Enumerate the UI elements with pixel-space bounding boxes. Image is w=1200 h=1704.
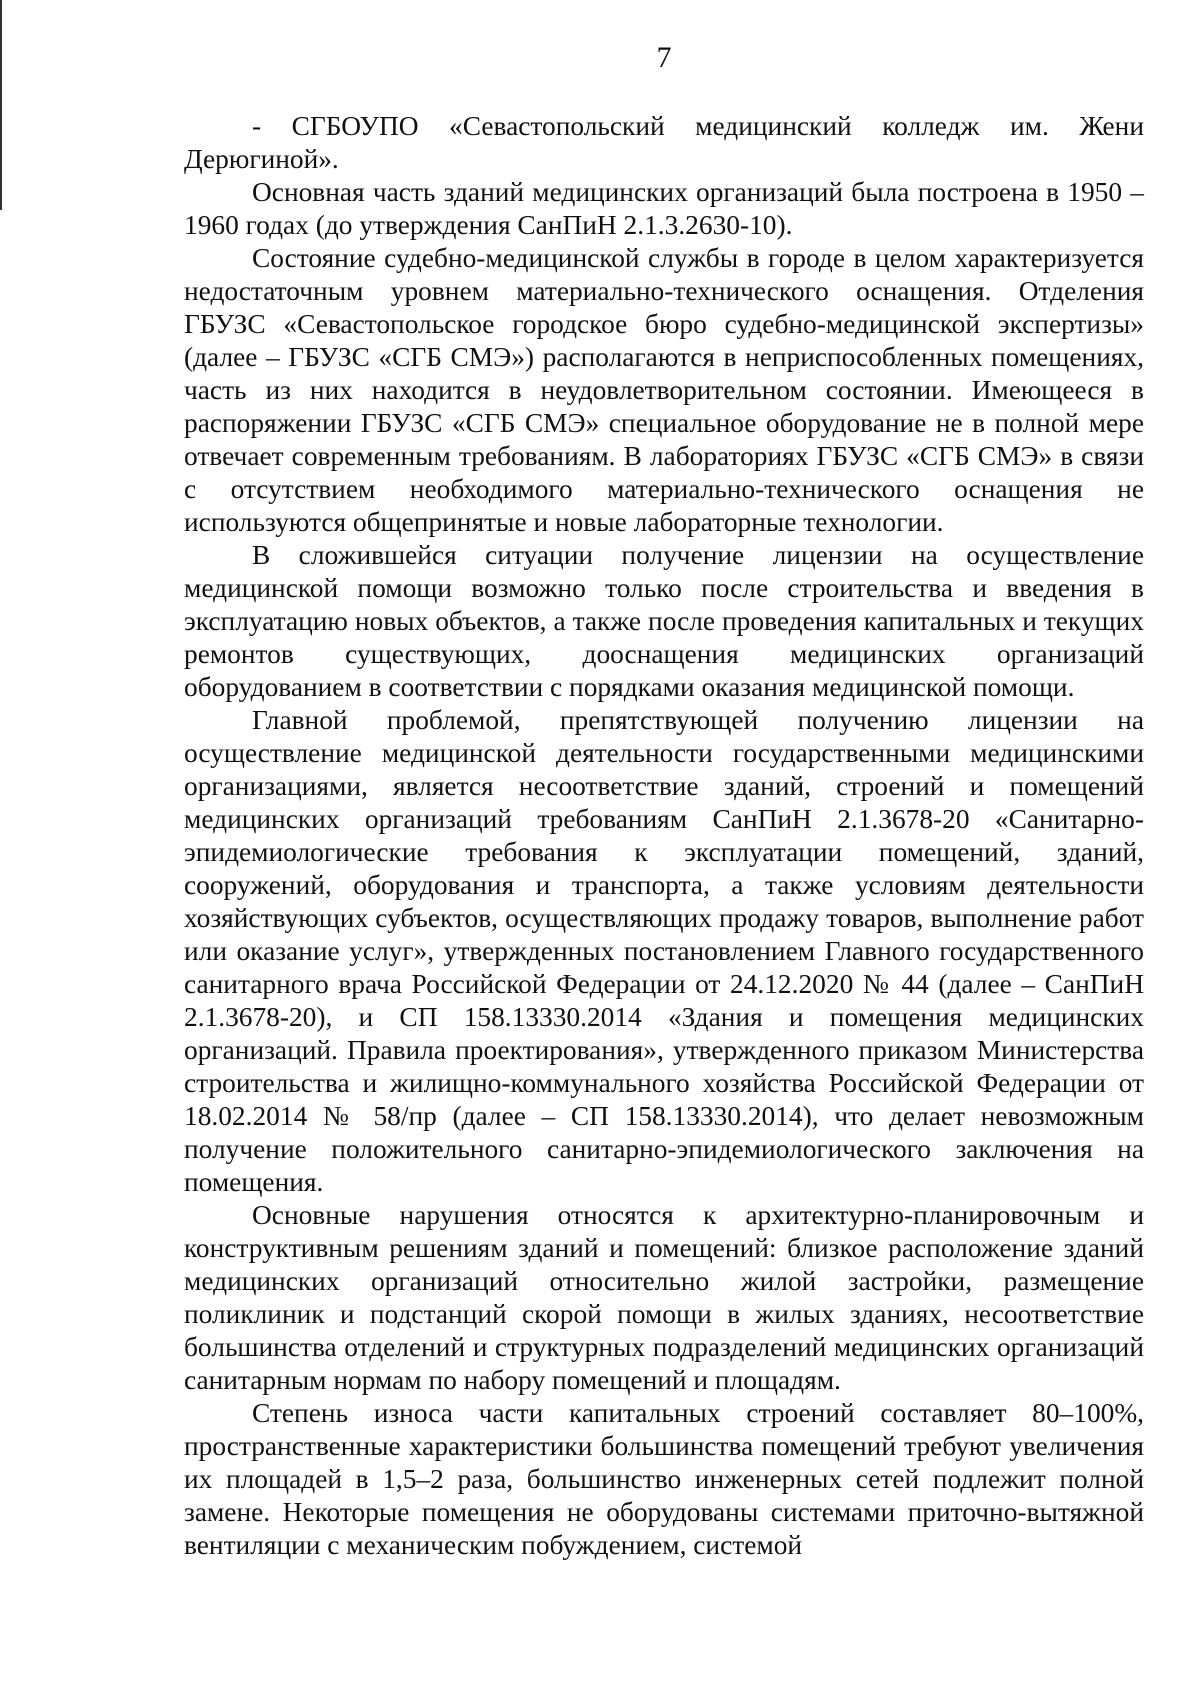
paragraph-license-situation: В сложившейся ситуации получение лицензии на осуществление медицинской помощи возможно только после строительства и введения в эксплуатацию новых объектов, а также после проведения капитальных и текущих ремонтов существующих, дооснащения медицинских организаций оборудованием в соответствии с порядками оказания медицинской помощи. bbox=[184, 540, 1144, 702]
paragraph-main-problem: Главной проблемой, препятствующей получению лицензии на осуществление медицинской деятельности государственными медицинскими организациями, является несоответствие зданий, строений и помещений медицинских организаций требованиям СанПиН 2.1.3678-20 «Санитарно-эпидемиологические требования к эксплуатации помещений, зданий, сооружений, оборудования и транспорта, а также условиям деятельности хозяйствующих субъектов, осуществляющих продажу товаров, выполнение работ или оказание услуг», утвержденных постановлением Главного государственного санитарного врача Российской Федерации от 24.12.2020 № 44 (далее – СанПиН 2.1.3678-20), и СП 158.13330.2014 «Здания и помещения медицинских организаций. Правила проектирования», утвержденного приказом Министерства строительства и жилищно-коммунального хозяйства Российской Федерации от 18.02.2014 № 58/пр (далее – СП 158.13330.2014), что делает невозможным получение положительного санитарно-эпидемиологического заключения на помещения. bbox=[184, 705, 1144, 1197]
paragraph-violations: Основные нарушения относятся к архитектурно-планировочным и конструктивным решениям зданий и помещений: близкое расположение зданий медицинских организаций относительно жилой застройки, размещение поликлиник и подстанций скорой помощи в жилых зданиях, несоответствие большинства отделений и структурных подразделений медицинских организаций санитарным нормам по набору помещений и площадям. bbox=[184, 1200, 1144, 1395]
document-body bbox=[184, 110, 1144, 1562]
paragraph-forensic-service: Состояние судебно-медицинской службы в городе в целом характеризуется недостаточным уровнем материально-технического оснащения. Отделения ГБУЗС «Севастопольское городское бюро судебно-медицинской экспертизы» (далее – ГБУЗС «СГБ СМЭ») располагаются в неприспособленных помещениях, часть из них находится в неудовлетворительном состоянии. Имеющееся в распоряжении ГБУЗС «СГБ СМЭ» специальное оборудование не в полной мере отвечает современным требованиям. В лабораториях ГБУЗС «СГБ СМЭ» в связи с отсутствием необходимого материально-технического оснащения не используются общепринятые и новые лабораторные технологии. bbox=[184, 243, 1144, 537]
paragraph-college: - СГБОУПО «Севастопольский медицинский колледж им. Жени Дерюгиной». bbox=[184, 111, 1144, 174]
scan-edge-mark bbox=[0, 0, 2, 210]
paragraph-wear-degree: Степень износа части капитальных строений составляет 80–100%, пространственные характеристики большинства помещений требуют увеличения их площадей в 1,5–2 раза, большинство инженерных сетей подлежит полной замене. Некоторые помещения не оборудованы системами приточно-вытяжной вентиляции с механическим побуждением, системой bbox=[184, 1398, 1144, 1560]
page-number: 7 bbox=[656, 41, 672, 74]
paragraph-buildings-age: Основная часть зданий медицинских организаций была построена в 1950 – 1960 годах (до утверждения СанПиН 2.1.3.2630-10). bbox=[184, 177, 1144, 240]
